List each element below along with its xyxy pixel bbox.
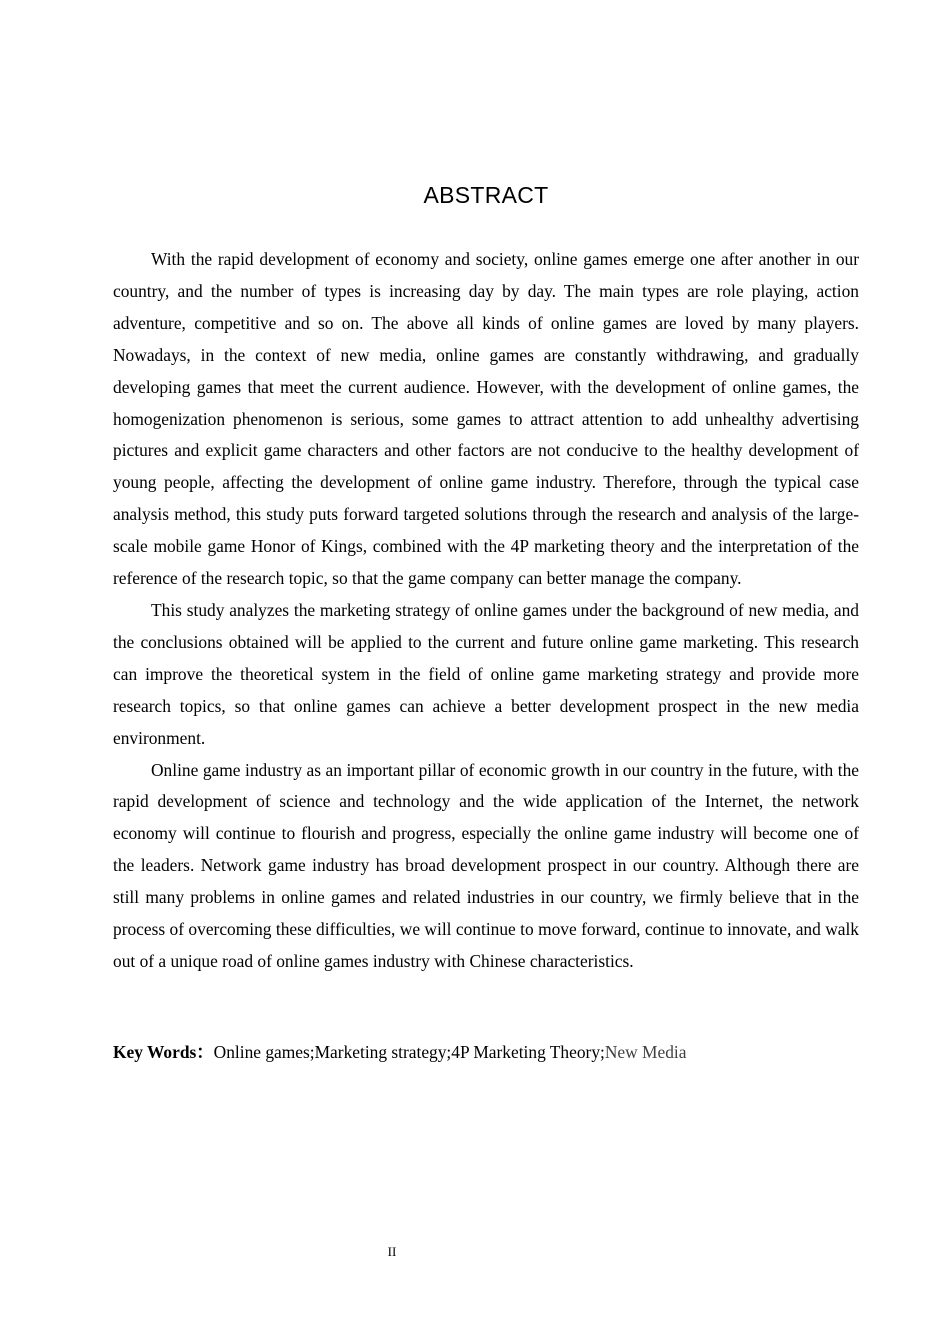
keywords-line	[113, 1039, 859, 1065]
keywords-last-item: New Media	[604, 1042, 687, 1062]
keywords-list: Online games;Marketing strategy;4P Marketing Theory;	[213, 1042, 605, 1062]
abstract-paragraph-3: Online game industry as an important pillar of economic growth in our country in the future, with the rapid development of science and technology and the wide application of the Internet, the network economy will continue to flourish and progress, especially the online game industry will become one of the leaders. Network game industry has broad development prospect in our country. Although there are still many problems in online games and related industries in our country, we firmly believe that in the process of overcoming these difficulties, we will continue to move forward, continue to innovate, and walk out of a unique road of online games industry with Chinese characteristics.	[113, 759, 859, 971]
keywords-label: Key Words：	[113, 1042, 214, 1062]
abstract-body	[113, 244, 859, 978]
abstract-title: ABSTRACT	[423, 182, 549, 208]
abstract-paragraph-2: This study analyzes the marketing strategy of online games under the background of new media, and the conclusions obtained will be applied to the current and future online game marketing. This research can improve the theoretical system in the field of online game marketing strategy and provide more research topics, so that online games can achieve a better development prospect in the new media environment.	[113, 599, 859, 748]
abstract-paragraph-1: With the rapid development of economy and society, online games emerge one after another in our country, and the number of types is increasing day by day. The main types are role playing, action adventure, competitive and so on. The above all kinds of online games are loved by many players. Nowadays, in the context of new media, online games are constantly withdrawing, and gradually developing games that meet the current audience. However, with the development of online games, the homogenization phenomenon is serious, some games to attract attention to add unhealthy advertising pictures and explicit game characters and other factors are not conducive to the healthy development of young people, affecting the development of online game industry. Therefore, through the typical case analysis method, this study puts forward targeted solutions through the research and analysis of the large-scale mobile game Honor of Kings, combined with the 4P marketing theory and the interpretation of the reference of the research topic, so that the game company can better manage the company.	[113, 249, 859, 589]
page-number: II	[387, 1244, 397, 1259]
